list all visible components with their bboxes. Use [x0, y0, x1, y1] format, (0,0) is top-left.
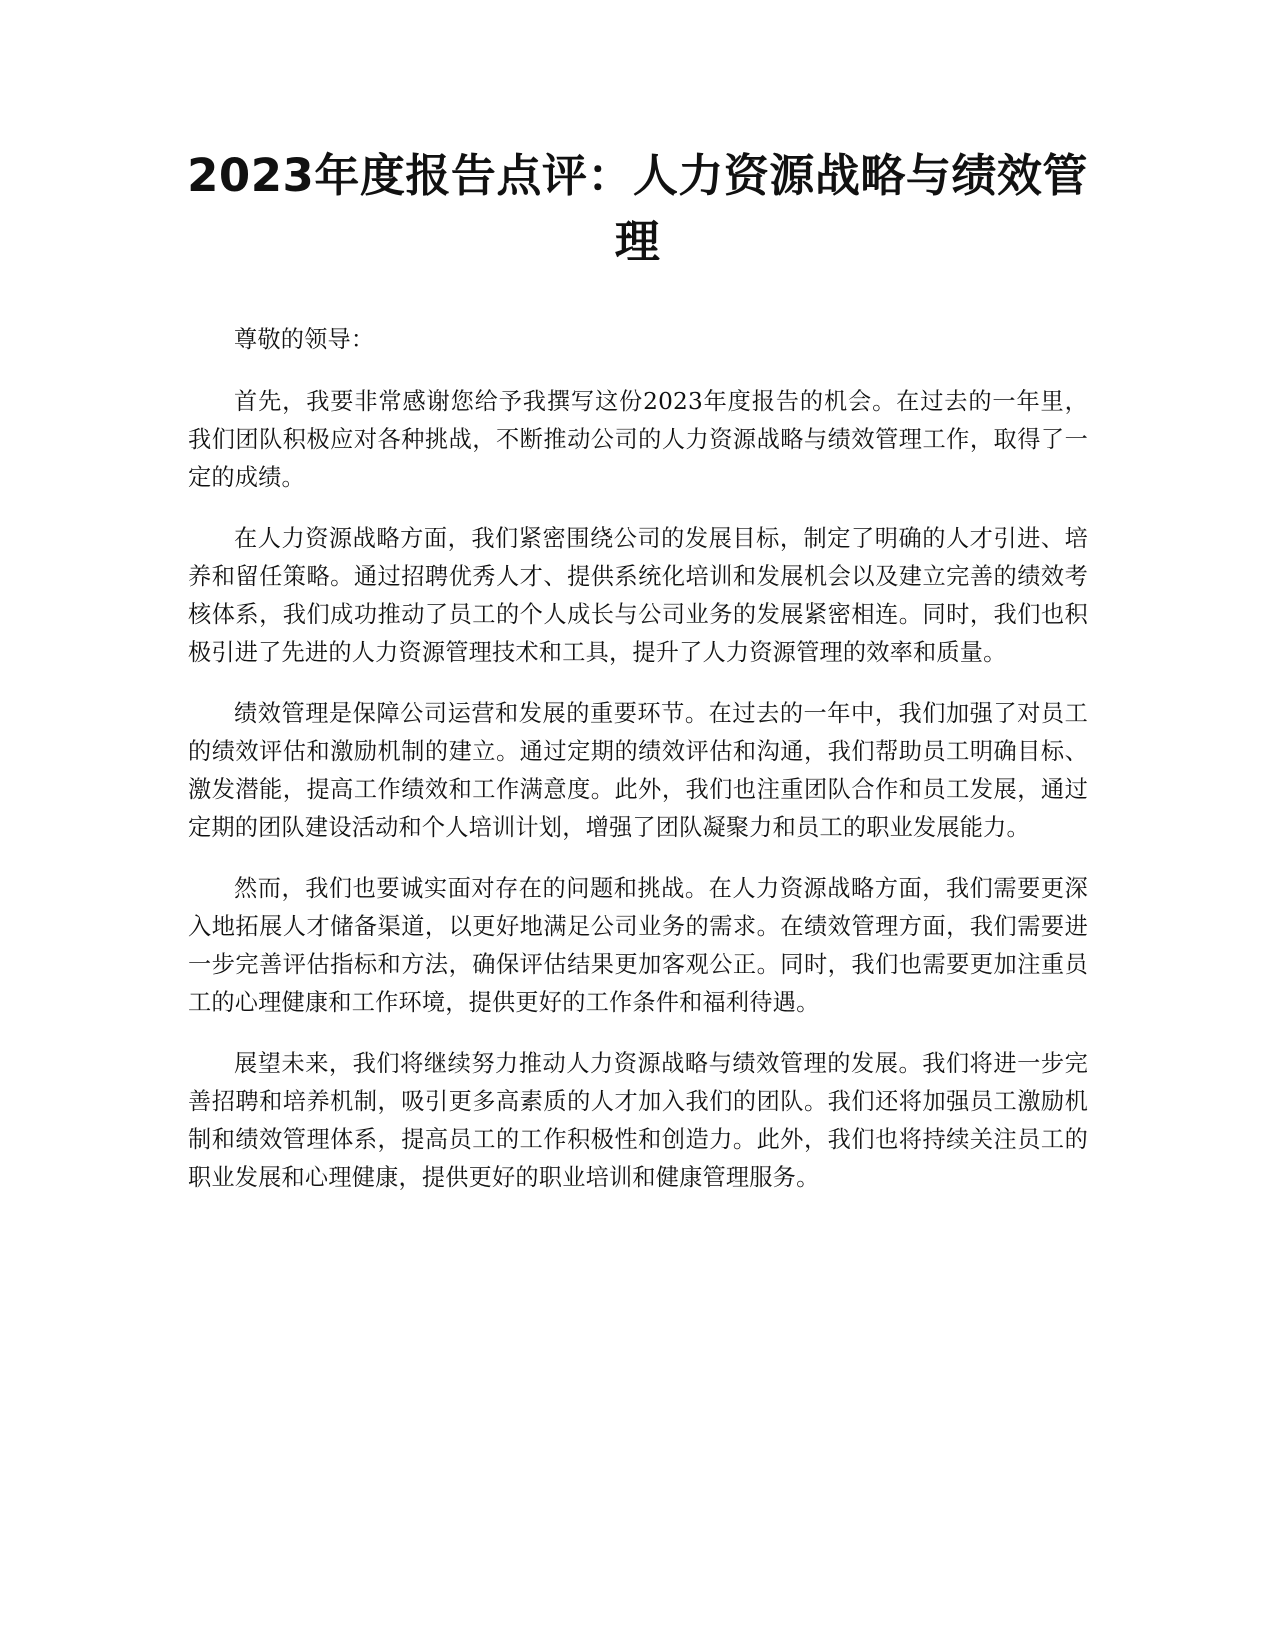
document-body [188, 321, 1088, 1220]
paragraph-challenges: 然而，我们也要诚实面对存在的问题和挑战。在人力资源战略方面，我们需要更深入地拓展人才储备渠道，以更好地满足公司业务的需求。在绩效管理方面，我们需要进一步完善评估指标和方法，确保评估结果更加客观公正。同时，我们也需要更加注重员工的心理健康和工作环境，提供更好的工作条件和福利待遇。 [188, 875, 1088, 1016]
paragraph-outlook: 展望未来，我们将继续努力推动人力资源战略与绩效管理的发展。我们将进一步完善招聘和培养机制，吸引更多高素质的人才加入我们的团队。我们还将加强员工激励机制和绩效管理体系，提高员工的工作积极性和创造力。此外，我们也将持续关注员工的职业发展和心理健康，提供更好的职业培训和健康管理服务。 [188, 1050, 1088, 1191]
paragraph-hr-strategy: 在人力资源战略方面，我们紧密围绕公司的发展目标，制定了明确的人才引进、培养和留任策略。通过招聘优秀人才、提供系统化培训和发展机会以及建立完善的绩效考核体系，我们成功推动了员工的个人成长与公司业务的发展紧密相连。同时，我们也积极引进了先进的人力资源管理技术和工具，提升了人力资源管理的效率和质量。 [188, 525, 1088, 666]
page-title: 2023年度报告点评：人力资源战略与绩效管理 [187, 149, 1088, 268]
salutation: 尊敬的领导： [234, 326, 375, 353]
paragraph-intro: 首先，我要非常感谢您给予我撰写这份2023年度报告的机会。在过去的一年里，我们团队积极应对各种挑战，不断推动公司的人力资源战略与绩效管理工作，取得了一定的成绩。 [188, 388, 1088, 491]
paragraph-performance: 绩效管理是保障公司运营和发展的重要环节。在过去的一年中，我们加强了对员工的绩效评估和激励机制的建立。通过定期的绩效评估和沟通，我们帮助员工明确目标、激发潜能，提高工作绩效和工作满意度。此外，我们也注重团队合作和员工发展，通过定期的团队建设活动和个人培训计划，增强了团队凝聚力和员工的职业发展能力。 [188, 700, 1088, 841]
